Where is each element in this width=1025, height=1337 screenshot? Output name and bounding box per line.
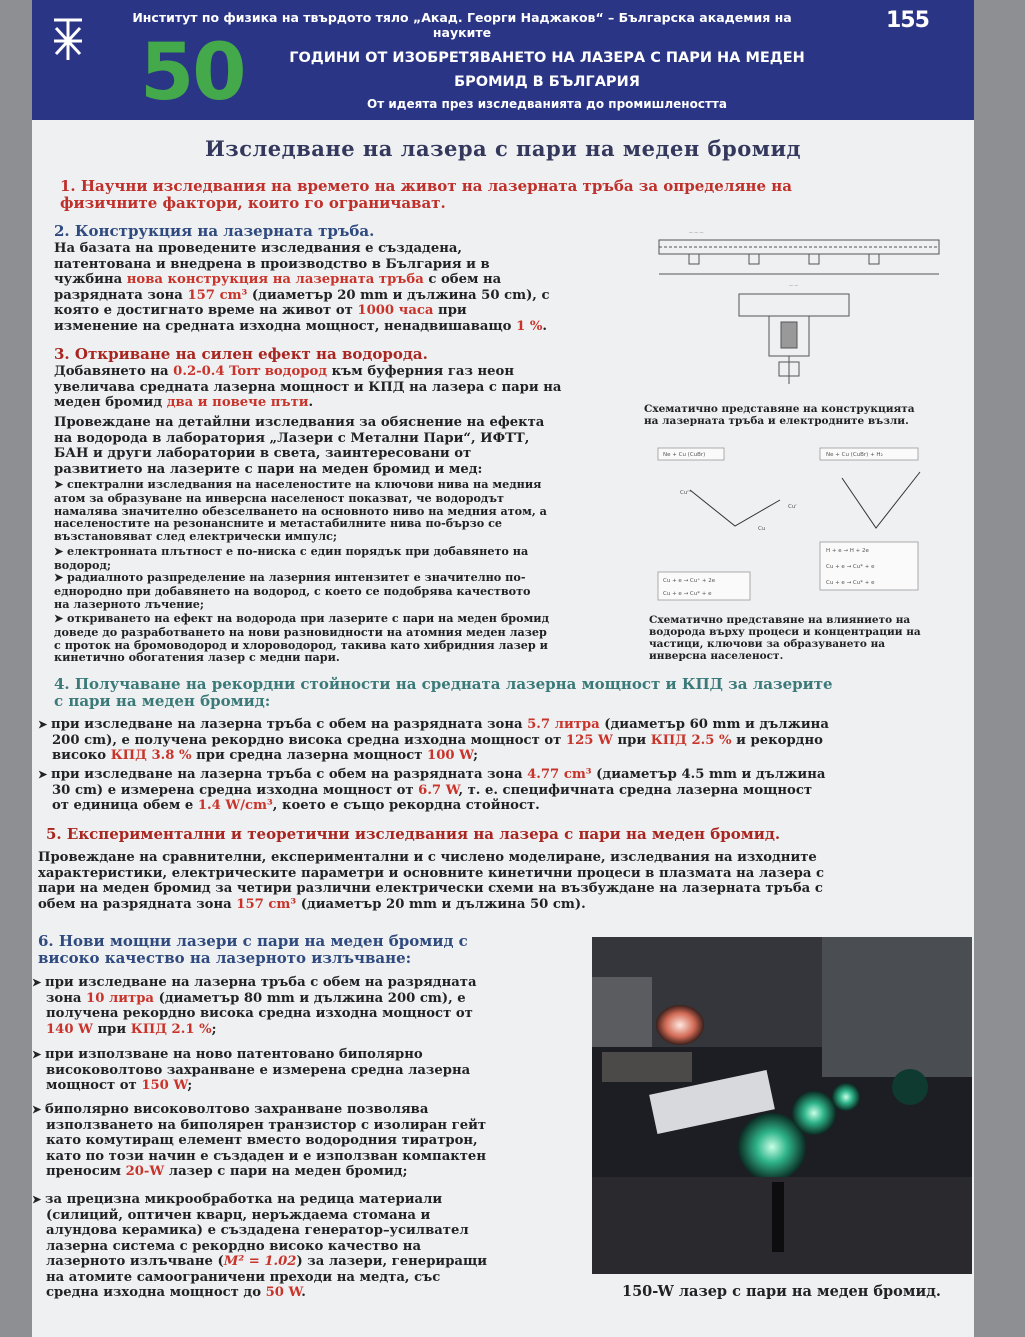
- logo-number: 155: [886, 8, 929, 33]
- section-2-heading: 2. Конструкция на лазерната тръба.: [54, 222, 375, 240]
- section-6-item-1: ➤ при изследване на лазерна тръба с обем на разрядната зона 10 литра (диаметър 80 mm и дължина 200 cm), е получена рекордно висока средна изходна мощност от 140 W при КПД 2.1 %;: [32, 975, 580, 1037]
- section-4-item-1: ➤ при изследване на лазерна тръба с обем на разрядната зона 5.7 литра (диаметър 60 mm и дължина 200 cm), е получена рекордно висока средна изходна мощност от 125 W при КПД 2.5 % и рекордно високо КПД 3.8 % при средна лазерна мощност 100 W;: [38, 717, 968, 764]
- svg-text:Cu + e → Cu* + e: Cu + e → Cu* + e: [826, 580, 875, 586]
- bas-155-logo: [886, 8, 960, 42]
- section-4-item-2: ➤ при изследване на лазерна тръба с обем на разрядната зона 4.77 cm³ (диаметър 4.5 mm и дължина 30 cm) е измерена средна изходна мощност от 6.7 W, т. е. специфичната средна лазерна мощност от единица обем е 1.4 W/cm³, което е също рекордна стойност.: [38, 767, 968, 814]
- section-3-bullet-2: ➤ електронната плътност е по-ниска с един порядък при добавянето на водород;: [54, 545, 639, 572]
- section-3-bullet-1: ➤ спектрални изследвания на населеностите на ключови нива на медния атом за образуване на инверсна населеност показват, че водородът намалява значително обезселването на основното ниво на медния атом, а населеностите на резонансните и метастабилните нива по-бързо се възстановяват след електрически импулс;: [54, 478, 639, 543]
- svg-text:Cuʳ: Cuʳ: [788, 504, 797, 510]
- anniversary-number: 50: [140, 28, 245, 118]
- institute-logo-icon: [50, 14, 86, 64]
- photo-caption: 150-W лазер с пари на меден бромид.: [622, 1283, 941, 1300]
- banner-line-2: БРОМИД В БЪЛГАРИЯ: [454, 74, 640, 90]
- tube-construction-diagram: [649, 212, 949, 402]
- page-title: Изследване на лазера с пари на меден бромид: [204, 136, 802, 161]
- section-6-item-4: ➤ за прецизна микрообработка на редица материали (силиций, оптичен кварц, неръждаема стомана и алундова керамика) е създадена генератор–усилвател лазерна система с рекордно високо качество на лазерното излъчване (M² = 1.02) за лазери, генериращи на атомите самоограничени преходи на медта, със средна изходна мощност до 50 W.: [32, 1192, 580, 1301]
- section-3-bullet-4: ➤ откриването на ефект на водорода при лазерите с пари на меден бромид доведе до разработването на нови разновидности на атомния меден лазер с проток на бромоводород и хлороводород, такива като хибридния лазер и кинетично обогатения лазер с медни пари.: [54, 612, 639, 664]
- section-5-heading: 5. Експериментални и теоретични изследвания на лазера с пари на меден бромид.: [46, 825, 781, 843]
- section-6-item-2: ➤ при използване на ново патентовано биполярно високоволтово захранване е измерена средна лазерна мощност от 150 W;: [32, 1047, 580, 1094]
- laser-photo-image: [592, 937, 972, 1274]
- svg-text:— —: — —: [789, 283, 799, 288]
- section-3-intro: Добавянето на 0.2-0.4 Torr водород към буферния газ неон увеличава средната лазерна мощност и КПД на лазера с пари на меден бромид два и повече пъти.: [54, 364, 562, 410]
- section-3-heading: 3. Откриване на силен ефект на водорода.: [54, 345, 428, 363]
- svg-text:Cuᵐ: Cuᵐ: [680, 490, 691, 496]
- figure-1-caption: Схематично представяне на конструкцията на лазерната тръба и електродните възли.: [644, 403, 915, 427]
- svg-text:Cu + e → Cu* + e: Cu + e → Cu* + e: [663, 591, 712, 597]
- section-5-text: Провеждане на сравнителни, експериментални и с числено моделиране, изследвания на изходните характеристики, електрическите параметри и основните кинетични процеси в плазмата на лазера с пари на меден бромид за четири различни електрически схеми на възбуждане на лазерната тръба с обем на разрядната зона 157 cm³ (диаметър 20 mm и дължина 50 cm).: [38, 850, 824, 912]
- section-4-heading: 4. Получаване на рекордни стойности на средната лазерна мощност и КПД за лазерите с пари на меден бромид:: [54, 675, 833, 710]
- svg-text:Cu: Cu: [758, 526, 766, 532]
- banner-line-1: ГОДИНИ ОТ ИЗОБРЕТЯВАНЕТО НА ЛАЗЕРА С ПАРИ НА МЕДЕН: [289, 50, 805, 66]
- header-banner: [32, 0, 974, 120]
- section-3-bullet-3: ➤ радиалното разпределение на лазерния интензитет е значително по- еднородно при добавянето на водород, с което се подобрява качеството на лазерното лъчение;: [54, 571, 639, 610]
- poster: [32, 0, 974, 1337]
- svg-text:Ne + Cu (CuBr): Ne + Cu (CuBr): [663, 452, 706, 458]
- banner-subtitle: От идеята през изследванията до промишлеността: [367, 97, 727, 111]
- section-2-text: На базата на проведените изследвания е създадена, патентована и внедрена в производство в България и в чужбина нова конструкция на лазерната тръба с обем на разрядната зона 157 cm³ (диаметър 20 mm и дължина 50 cm), с която е достигнато време на живот от 1000 часа при изменение на средната изходна мощност, ненадвишаващо 1 %.: [54, 241, 550, 334]
- svg-text:Cu + e → Cu* + e: Cu + e → Cu* + e: [826, 564, 875, 570]
- institute-name: Институт по физика на твърдото тяло „Акад. Георги Наджаков“ – Българска академия на науките: [132, 10, 792, 40]
- section-6-heading: 6. Нови мощни лазери с пари на меден бромид с високо качество на лазерното излъчване:: [38, 932, 468, 967]
- svg-text:Cu + e → Cu⁺ + 2e: Cu + e → Cu⁺ + 2e: [663, 578, 716, 584]
- laser-photo: [592, 937, 972, 1274]
- figure-2-caption: Схематично представяне на влиянието на водорода върху процеси и концентрации на частици, ключови за образуването на инверсна населеност.: [649, 614, 921, 662]
- svg-text:— — —: — — —: [689, 230, 704, 235]
- svg-text:Ne + Cu (CuBr) + H₂: Ne + Cu (CuBr) + H₂: [826, 452, 883, 458]
- hydrogen-effect-diagram: [650, 442, 950, 602]
- svg-text:H + e → H + 2e: H + e → H + 2e: [826, 548, 869, 554]
- section-3-paragraph: Провеждане на детайлни изследвания за обяснение на ефекта на водорода в лаборатория „Лазери с Метални Пари“, ИФТТ, БАН и други лаборатории в света, заинтересовани от развитието на лазерите с пари на меден бромид и мед:: [54, 415, 545, 477]
- section-1-heading: 1. Научни изследвания на времето на живот на лазерната тръба за определяне на физичните фактори, които го ограничават.: [60, 177, 792, 212]
- section-6-item-3: ➤ биполярно високоволтово захранване позволява използването на биполярен транзистор с изолиран гейт като комутиращ елемент вместо водородния тиратрон, като по този начин е създаден и е използван компактен преносим 20-W лазер с пари на меден бромид;: [32, 1102, 580, 1180]
